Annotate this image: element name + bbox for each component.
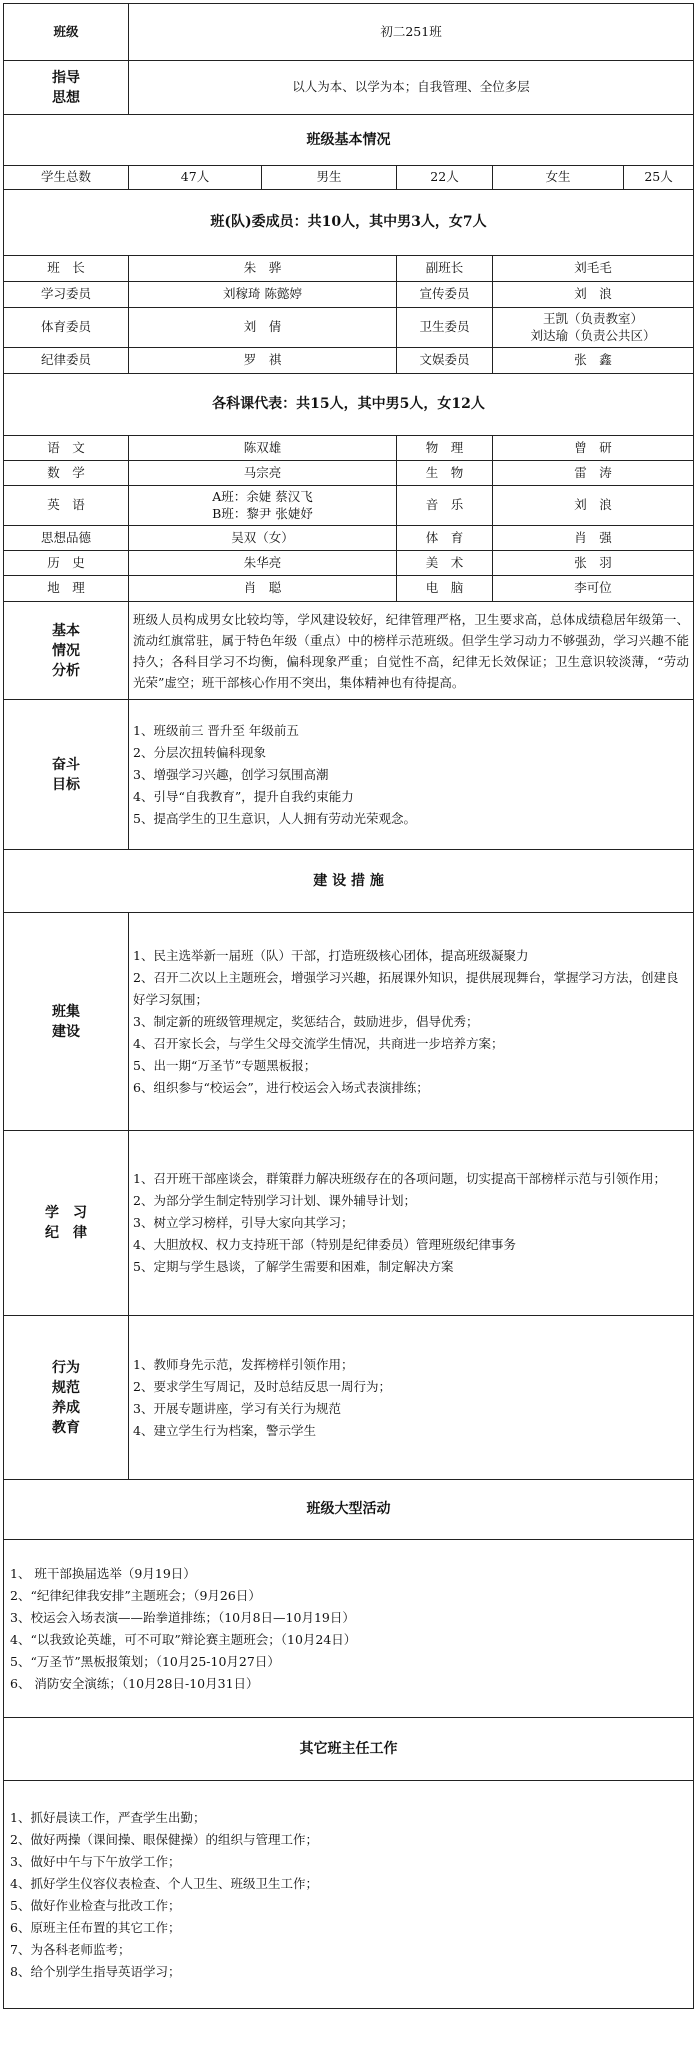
list-item: 2、召开二次以上主题班会，增强学习兴趣，拓展课外知识，提供展现舞台，掌握学习方法，创建良好学习氛围； [133, 969, 679, 1007]
rep-name: 肖 聪 [129, 576, 397, 602]
measure-list [133, 945, 689, 1099]
subject-name: 语 文 [4, 436, 129, 461]
reps-row [4, 526, 694, 551]
list-item: 1、民主选举新一届班（队）干部，打造班级核心团体，提高班级凝聚力 [133, 947, 529, 963]
subject-name: 生 物 [397, 461, 493, 486]
list-item: 2、分层次扭转偏科现象 [133, 744, 266, 760]
rep-name: 曾 研 [493, 436, 694, 461]
list-item: 3、制定新的班级管理规定，奖惩结合，鼓励进步，倡导优秀； [133, 1013, 479, 1029]
list-item: 8、给个别学生指导英语学习； [10, 1963, 181, 1979]
basics-title: 班级基本情况 [4, 115, 694, 166]
list-item: 4、抓好学生仪容仪表检查、个人卫生、班级卫生工作； [10, 1875, 318, 1891]
subject-name: 电 脑 [397, 576, 493, 602]
class-label: 班级 [4, 4, 129, 61]
member-name: 朱 骅 [129, 256, 397, 282]
list-item: 5、“万圣节”黑板报策划；（10月25-10月27日） [10, 1653, 280, 1669]
list-item: 2、做好两操（课间操、眼保健操）的组织与管理工作； [10, 1831, 318, 1847]
member-name: 刘 倩 [129, 308, 397, 348]
list-item: 2、为部分学生制定特别学习计划、课外辅导计划； [133, 1193, 416, 1208]
list-item: 2、“纪律纪律我安排”主题班会；（9月26日） [10, 1587, 261, 1603]
female-value: 25人 [624, 166, 694, 190]
reps-row [4, 436, 694, 461]
measure-list [133, 1354, 689, 1442]
list-item: 6、 消防安全演练；（10月28日-10月31日） [10, 1675, 259, 1691]
subject-name: 思想品德 [4, 526, 129, 551]
committee-row [4, 256, 694, 282]
rep-name: 陈双雄 [129, 436, 397, 461]
subject-name: 历 史 [4, 551, 129, 576]
committee-title: 班(队)委成员：共10人，其中男3人，女7人 [4, 190, 694, 256]
role-name: 宣传委员 [397, 282, 493, 308]
rep-name: 刘 浪 [493, 486, 694, 526]
committee-row [4, 308, 694, 348]
male-label: 男生 [262, 166, 397, 190]
class-plan-table [3, 3, 694, 2009]
role-name: 副班长 [397, 256, 493, 282]
rep-name: 吴双（女） [129, 526, 397, 551]
reps-row [4, 551, 694, 576]
measures-title: 建 设 措 施 [4, 850, 694, 913]
list-item: 3、校运会入场表演——跆拳道排练；（10月8日—10月19日） [10, 1609, 355, 1625]
analysis-label: 基本 情况 分析 [4, 602, 129, 700]
list-item: 7、为各科老师监考； [10, 1941, 131, 1957]
list-item: 4、“以我致论英雄，可不可取”辩论赛主题班会；（10月24日） [10, 1631, 357, 1647]
list-item: 5、提高学生的卫生意识，人人拥有劳动光荣观念。 [133, 810, 416, 826]
committee-row [4, 282, 694, 308]
list-item: 1、班级前三 晋升至 年级前五 [133, 722, 299, 738]
list-item: 4、大胆放权、权力支持班干部（特别是纪律委员）管理班级纪律事务 [133, 1237, 516, 1252]
list-item: 4、建立学生行为档案，警示学生 [133, 1422, 316, 1438]
member-name: 王凯（负责教室） 刘达瑜（负责公共区） [493, 308, 694, 348]
reps-row [4, 486, 694, 526]
subject-name: 音 乐 [397, 486, 493, 526]
list-item: 3、树立学习榜样，引导大家向其学习； [133, 1215, 354, 1230]
total-label: 学生总数 [4, 166, 129, 190]
member-name: 罗 祺 [129, 348, 397, 374]
list-item: 6、组织参与“校运会”，进行校运会入场式表演排练； [133, 1079, 429, 1095]
subject-name: 美 术 [397, 551, 493, 576]
rep-name: A班：余婕 蔡汉飞 B班：黎尹 张婕妤 [129, 486, 397, 526]
subject-name: 地 理 [4, 576, 129, 602]
measure-group-label: 班集 建设 [4, 913, 129, 1131]
reps-title: 各科课代表：共15人，其中男5人，女12人 [4, 374, 694, 436]
role-name: 学习委员 [4, 282, 129, 308]
rep-name: 肖 强 [493, 526, 694, 551]
analysis-text: 班级人员构成男女比较均等，学风建设较好，纪律管理严格，卫生要求高，总体成绩稳居年级第一、流动红旗常驻，属于特色年级（重点）中的榜样示范班级。但学生学习动力不够强劲，学习兴趣不能持久；各科目学习不均衡，偏科现象严重；自觉性不高，纪律无长效保证；卫生意识较淡薄，“劳动光荣”虚空；班干部核心作用不突出，集体精神也有待提高。 [129, 602, 694, 700]
list-item: 4、引导“自我教育”，提升自我约束能力 [133, 788, 354, 804]
rep-name: 李可位 [493, 576, 694, 602]
goals-cell [129, 700, 694, 850]
list-item: 1、召开班干部座谈会，群策群力解决班级存在的各项问题，切实提高干部榜样示范与引领作用； [133, 1171, 666, 1186]
male-value: 22人 [397, 166, 493, 190]
list-item: 5、定期与学生恳谈，了解学生需要和困难，制定解决方案 [133, 1259, 454, 1274]
member-name: 刘稼琦 陈懿婷 [129, 282, 397, 308]
other-list [10, 1807, 689, 1983]
goals-list [133, 720, 689, 830]
list-item: 5、做好作业检查与批改工作； [10, 1897, 181, 1913]
role-name: 纪律委员 [4, 348, 129, 374]
plan-document [3, 3, 693, 2009]
list-item: 4、召开家长会，与学生父母交流学生情况，共商进一步培养方案； [133, 1035, 504, 1051]
measure-group-label: 学 习 纪 律 [4, 1131, 129, 1316]
total-value: 47人 [129, 166, 262, 190]
activities-title: 班级大型活动 [4, 1480, 694, 1540]
role-name: 体育委员 [4, 308, 129, 348]
reps-row [4, 576, 694, 602]
goals-label: 奋斗 目标 [4, 700, 129, 850]
member-name: 刘毛毛 [493, 256, 694, 282]
rep-name: 张 羽 [493, 551, 694, 576]
rep-name: 马宗亮 [129, 461, 397, 486]
list-item: 3、做好中午与下午放学工作； [10, 1853, 181, 1869]
list-item: 5、出一期“万圣节”专题黑板报； [133, 1057, 317, 1073]
subject-name: 物 理 [397, 436, 493, 461]
rep-name: 朱华亮 [129, 551, 397, 576]
list-item: 6、原班主任布置的其它工作； [10, 1919, 181, 1935]
list-item: 1、教师身先示范，发挥榜样引领作用； [133, 1356, 354, 1372]
list-item: 1、抓好晨读工作，严查学生出勤； [10, 1809, 206, 1825]
reps-row [4, 461, 694, 486]
subject-name: 体 育 [397, 526, 493, 551]
class-value: 初二251班 [129, 4, 694, 61]
other-cell [4, 1781, 694, 2009]
measure-group-label: 行为 规范 养成 教育 [4, 1316, 129, 1480]
member-name: 刘 浪 [493, 282, 694, 308]
role-name: 文娱委员 [397, 348, 493, 374]
measure-list [133, 1168, 689, 1278]
member-name: 张 鑫 [493, 348, 694, 374]
subject-name: 英 语 [4, 486, 129, 526]
list-item: 2、要求学生写周记，及时总结反思一周行为； [133, 1378, 391, 1394]
guiding-label: 指导 思想 [4, 61, 129, 115]
activities-cell [4, 1540, 694, 1718]
measure-group-cell [129, 1131, 694, 1316]
measure-group-cell [129, 913, 694, 1131]
activities-list [10, 1563, 689, 1695]
role-name: 卫生委员 [397, 308, 493, 348]
female-label: 女生 [493, 166, 624, 190]
role-name: 班 长 [4, 256, 129, 282]
guiding-value: 以人为本、以学为本；自我管理、全位多层 [129, 61, 694, 115]
other-title: 其它班主任工作 [4, 1718, 694, 1781]
rep-name: 雷 涛 [493, 461, 694, 486]
list-item: 1、 班干部换届选举（9月19日） [10, 1565, 196, 1581]
committee-row [4, 348, 694, 374]
subject-name: 数 学 [4, 461, 129, 486]
list-item: 3、增强学习兴趣，创学习氛围高潮 [133, 766, 329, 782]
list-item: 3、开展专题讲座，学习有关行为规范 [133, 1400, 341, 1416]
measure-group-cell [129, 1316, 694, 1480]
